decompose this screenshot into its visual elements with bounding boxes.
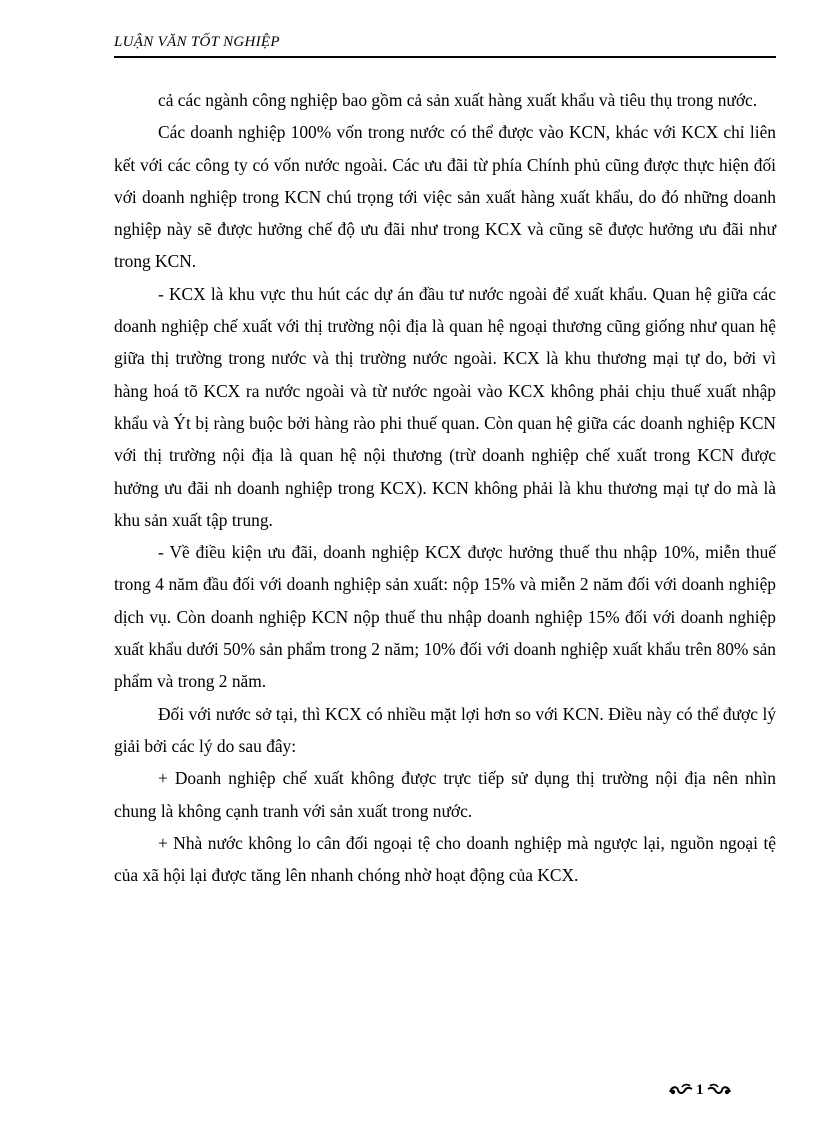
- paragraph: - Về điều kiện ưu đãi, doanh nghiệp KCX được hưởng thuế thu nhập 10%, miễn thuế trong 4 năm đầu đối với doanh nghiệp sản xuất: nộp 15% và miễn 2 năm đối với doanh nghiệp dịch vụ. Còn doanh nghiệp KCN nộp thuế thu nhập doanh nghiệp 15% đối với doanh nghiệp xuất khẩu dưới 50% sản phẩm trong 2 năm; 10% đối với doanh nghiệp xuất khẩu trên 80% sản phẩm và trong 2 năm.: [114, 542, 776, 692]
- body-text: [114, 84, 776, 891]
- fleuron-left-icon: [668, 1083, 694, 1097]
- paragraph: Các doanh nghiệp 100% vốn trong nước có thể được vào KCN, khác với KCX chỉ liên kết với các công ty có vốn nước ngoài. Các ưu đãi từ phía Chính phủ cũng được thực hiện đối với doanh nghiệp trong KCN chú trọng tới việc sản xuất hàng xuất khẩu, do đó những doanh nghiệp này sẽ được hưởng chế độ ưu đãi như trong KCX và cũng sẽ được hưởng ưu đãi như trong KCN.: [114, 122, 776, 272]
- paragraph: + Nhà nước không lo cân đối ngoại tệ cho doanh nghiệp mà ngược lại, nguồn ngoại tệ của xã hội lại được tăng lên nhanh chóng nhờ hoạt động của KCX.: [114, 832, 776, 886]
- paragraph: + Doanh nghiệp chế xuất không được trực tiếp sử dụng thị trường nội địa nên nhìn chung là không cạnh tranh với sản xuất trong nước.: [114, 768, 776, 821]
- page-number: 1: [696, 1081, 704, 1098]
- page-footer: [668, 1078, 732, 1102]
- fleuron-right-icon: [706, 1083, 732, 1097]
- paragraph: Đối với nước sở tại, thì KCX có nhiều mặt lợi hơn so với KCN. Điều này có thể được lý giải bởi các lý do sau đây:: [114, 703, 776, 756]
- header-title: LUẬN VĂN TỐT NGHIỆP: [114, 34, 280, 50]
- paragraph: cả các ngành công nghiệp bao gồm cả sản xuất hàng xuất khẩu và tiêu thụ trong nước.: [158, 90, 758, 110]
- paragraph: - KCX là khu vực thu hút các dự án đầu tư nước ngoài để xuất khẩu. Quan hệ giữa các doanh nghiệp chế xuất với thị trường nội địa là quan hệ ngoại thương cũng giống như quan hệ giữa thị trường trong nước và thị trường nước ngoài. KCX là khu thương mại tự do, bởi vì hàng hoá tõ KCX ra nước ngoài và từ nước ngoài vào KCX không phải chịu thuế xuất nhập khẩu và Ýt bị ràng buộc bởi hàng rào phi thuế quan. Còn quan hệ giữa các doanh nghiệp KCN với thị trường nội địa là quan hệ nội thương (trừ doanh nghiệp chế xuất trong KCN được hưởng ưu đãi nh doanh nghiệp trong KCX). KCN không phải là khu thương mại tự do mà là khu sản xuất tập trung.: [114, 283, 776, 530]
- page-header: [114, 36, 776, 58]
